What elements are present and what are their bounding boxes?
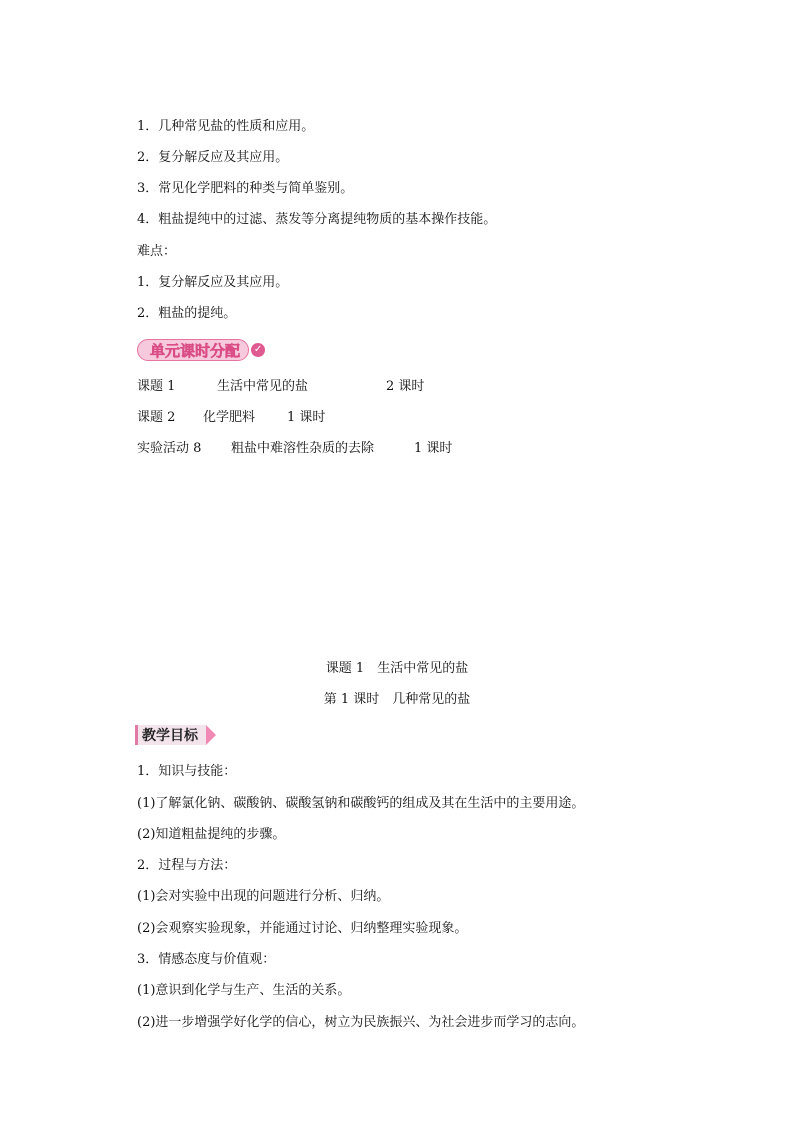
teaching-banner — [135, 724, 216, 746]
objective-line: (1)了解氯化钠、碳酸钠、碳酸氢钠和碳酸钙的组成及其在生活中的主要用途。 — [137, 796, 585, 811]
schedule-topic: 课题 2 — [137, 410, 176, 425]
difficulty-2: 2．粗盐的提纯。 — [137, 306, 237, 321]
key-point-2: 2．复分解反应及其应用。 — [137, 150, 289, 165]
objective-line: (2)知道粗盐提纯的步骤。 — [137, 827, 286, 842]
key-point-3: 3．常见化学肥料的种类与简单鉴别。 — [137, 181, 354, 196]
schedule-topic: 课题 1 — [137, 379, 176, 394]
schedule-banner — [137, 338, 265, 362]
objective-line: (1)会对实验中出现的问题进行分析、归纳。 — [137, 889, 390, 904]
schedule-name: 化学肥料 — [203, 410, 256, 425]
teaching-banner-label: 教学目标 — [135, 725, 206, 745]
objective-line: 1．知识与技能： — [137, 764, 237, 779]
objective-line: (2)会观察实验现象，并能通过讨论、归纳整理实验现象。 — [137, 921, 468, 936]
key-point-4: 4．粗盐提纯中的过滤、蒸发等分离提纯物质的基本操作技能。 — [137, 212, 497, 227]
schedule-name: 粗盐中难溶性杂质的去除 — [231, 441, 375, 456]
schedule-hours: 2 课时 — [386, 379, 425, 394]
schedule-name: 生活中常见的盐 — [217, 379, 309, 394]
schedule-hours: 1 课时 — [287, 410, 326, 425]
objective-line: (2)进一步增强学好化学的信心，树立为民族振兴、为社会进步而学习的志向。 — [137, 1015, 585, 1030]
difficulty-label: 难点： — [137, 244, 177, 259]
schedule-hours: 1 课时 — [414, 441, 453, 456]
lesson-title: 课题 1 生活中常见的盐 — [325, 661, 469, 676]
check-icon: ✓ — [251, 343, 265, 357]
objective-line: 3．情感态度与价值观： — [137, 952, 276, 967]
schedule-topic: 实验活动 8 — [137, 441, 202, 456]
objective-line: (1)意识到化学与生产、生活的关系。 — [137, 983, 351, 998]
difficulty-1: 1．复分解反应及其应用。 — [137, 275, 289, 290]
objective-line: 2．过程与方法： — [137, 858, 237, 873]
chevron-right-icon — [206, 725, 216, 745]
lesson-subtitle: 第 1 课时 几种常见的盐 — [323, 692, 471, 707]
schedule-banner-label: 单元课时分配 — [137, 339, 249, 361]
key-point-1: 1．几种常见盐的性质和应用。 — [137, 119, 315, 134]
